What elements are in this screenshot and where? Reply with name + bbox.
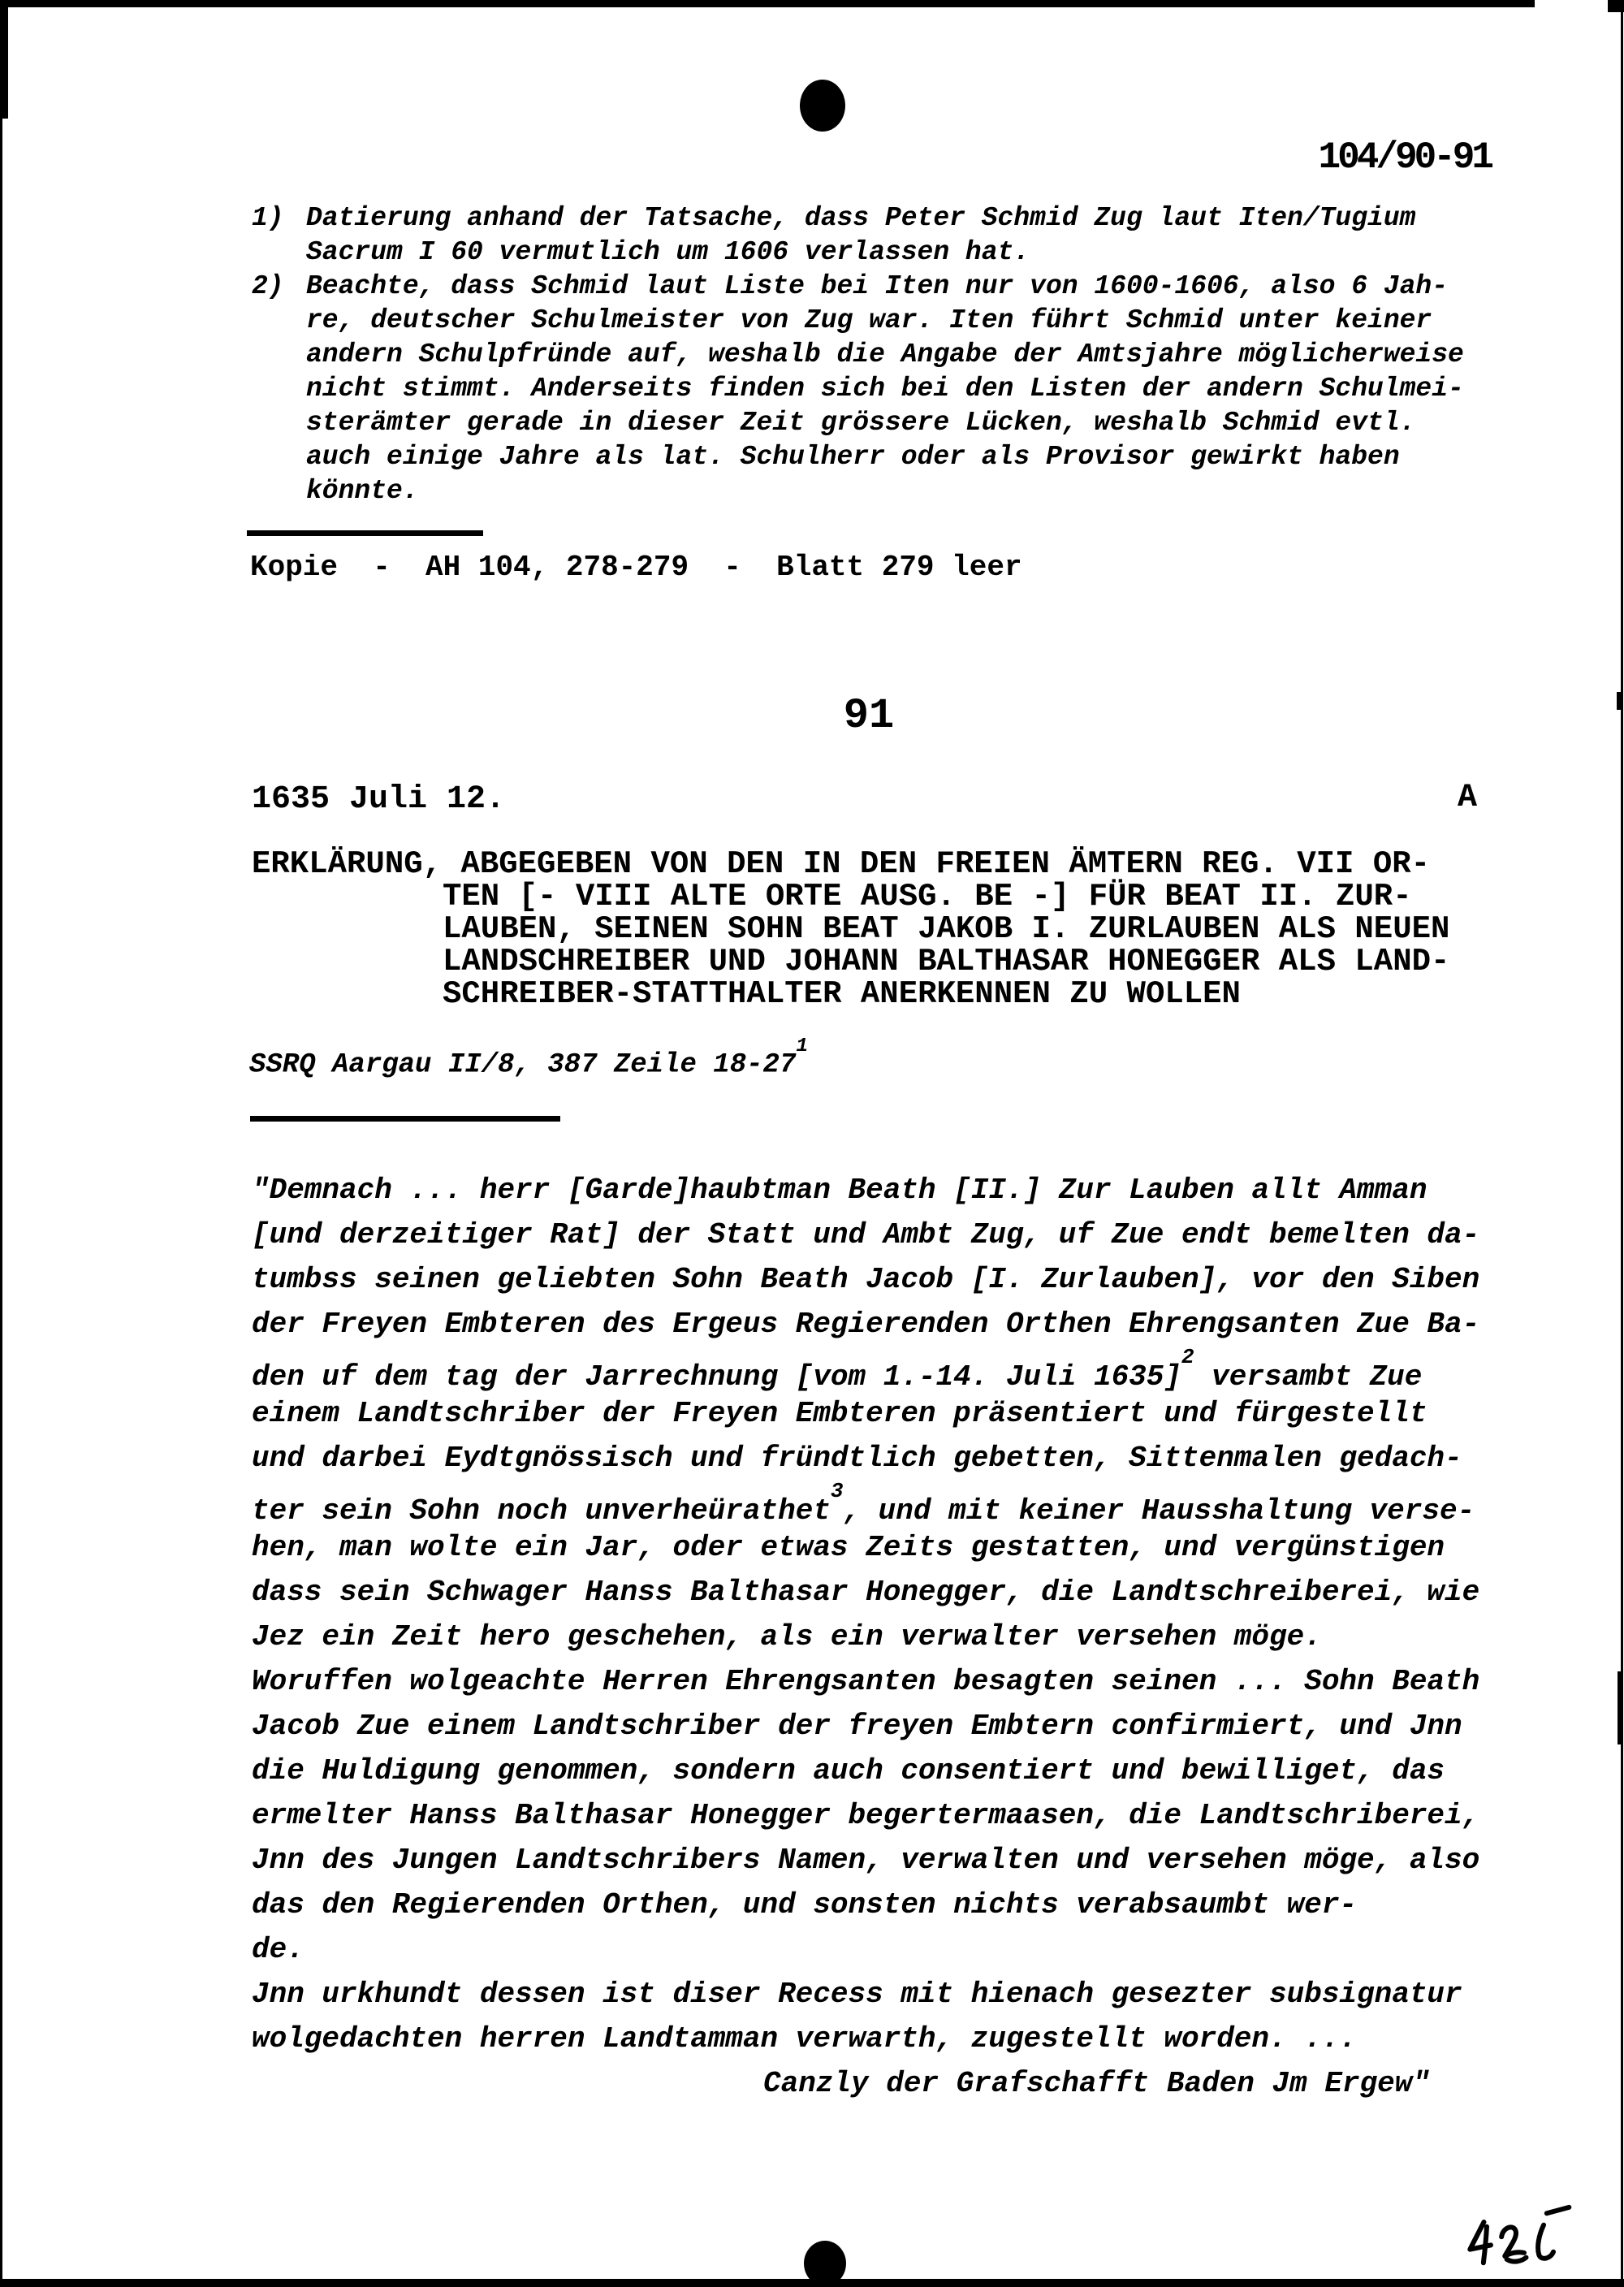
heading-line: ERKLÄRUNG, ABGEGEBEN VON DEN IN DEN FREIEN ÄMTERN REG. VII OR- [252, 846, 1431, 882]
quote-line: ter sein Sohn noch unverheürathet$^3$, und mit keiner Hausshaltung verse- [252, 1478, 1475, 1528]
heading-line: TEN [- VIII ALTE ORTE AUSG. BE -] FÜR BEAT II. ZUR- [443, 879, 1412, 914]
quote-line: wolgedachten herren Landtamman verwarth, zugestellt worden. ... [252, 2022, 1358, 2056]
source-reference [249, 1035, 808, 1081]
quote-line: den uf dem tag der Jarrechnung [vom 1.-14. Juli 1635]$^2$ versambt Zue [252, 1344, 1423, 1394]
footnote-2-line: sterämter gerade in dieser Zeit grössere Lücken, weshalb Schmid evtl. [306, 408, 1416, 438]
quote-line: Jnn urkhundt dessen ist diser Recess mit hienach gesezter subsignatur [252, 1978, 1462, 2011]
footnote-2-line: könnte. [306, 476, 419, 506]
quote-line: "Demnach ... herr [Garde]haubtman Beath [II.] Zur Lauben allt Amman [252, 1174, 1427, 1207]
footnote-2-line: re, deutscher Schulmeister von Zug war. Iten führt Schmid unter keiner [306, 305, 1432, 335]
footnote-1-line: 1) Datierung anhand der Tatsache, dass Peter Schmid Zug laut Iten/Tugium [252, 201, 1464, 236]
divider-rule-top [247, 530, 483, 536]
quote-line: Woruffen wolgeachte Herren Ehrengsanten besagten seinen ... Sohn Beath [252, 1665, 1480, 1698]
scan-edge-left-thick [0, 0, 8, 119]
quote-line: de. [252, 1933, 304, 1966]
scan-edge-left-thin [0, 119, 2, 2287]
quote-line: einem Landtschriber der Freyen Embteren präsentiert und fürgestellt [252, 1397, 1427, 1430]
punch-hole-mark-top [800, 80, 845, 132]
footnote-2-line: auch einige Jahre als lat. Schulherr oder als Provisor gewirkt haben [306, 442, 1400, 472]
footnote-2-line: nicht stimmt. Anderseits finden sich bei den Listen der andern Schulmei- [306, 374, 1464, 404]
quote-line: dass sein Schwager Hanss Balthasar Honegger, die Landtschreiberei, wie [252, 1576, 1480, 1609]
divider-rule-quote [250, 1116, 560, 1122]
handwritten-page-number [1458, 2203, 1586, 2286]
scan-edge-right [1621, 0, 1623, 2287]
quote-line: der Freyen Embteren des Ergeus Regierenden Orthen Ehrengsanten Zue Ba- [252, 1308, 1480, 1341]
heading-line: SCHREIBER-STATTHALTER ANERKENNEN ZU WOLLEN [443, 976, 1241, 1012]
punch-hole-mark-bottom [804, 2241, 846, 2286]
footnote-ref-1: 1 [796, 1035, 808, 1057]
footnote-2-line: 2) Beachte, dass Schmid laut Liste bei Iten nur von 1600-1606, also 6 Jah- [252, 270, 1464, 304]
footnote-ref-3: 3 [830, 1478, 844, 1503]
heading-line: LAUBEN, SEINEN SOHN BEAT JAKOB I. ZURLAUBEN ALS NEUEN [443, 911, 1450, 947]
quote-line: Canzly der Grafschafft Baden Jm Ergew" [763, 2067, 1430, 2100]
section-number: 91 [843, 692, 895, 740]
document-heading [252, 848, 1449, 1010]
footnote-1-line: Sacrum I 60 vermutlich um 1606 verlassen hat. [306, 237, 1030, 267]
quote-line: Jacob Zue einem Landtschriber der freyen Embtern confirmiert, und Jnn [252, 1710, 1462, 1743]
quote-line: tumbss seinen geliebten Sohn Beath Jacob [I. Zurlauben], vor den Siben [252, 1263, 1480, 1296]
footnote-2-line: andern Schulpfründe auf, weshalb die Angabe der Amtsjahre möglicherweise [306, 339, 1464, 370]
scan-edge-right-mark [1617, 692, 1622, 710]
footnotes-block [252, 201, 1464, 508]
quote-line: ermelter Hanss Balthasar Honegger begertermaasen, die Landtschriberei, [252, 1799, 1480, 1832]
page-reference-number: 104/90-91 [1318, 136, 1491, 179]
footnote-marker: 1) [252, 203, 284, 233]
source-reference-text: SSRQ Aargau II/8, 387 Zeile 18-27 [249, 1049, 797, 1081]
heading-line: LANDSCHREIBER UND JOHANN BALTHASAR HONEGGER ALS LAND- [443, 944, 1450, 979]
scan-edge-top [0, 0, 1535, 7]
date-line: 1635 Juli 12. [252, 781, 506, 818]
handwritten-425-strokes [1458, 2203, 1586, 2286]
quote-line: Jez ein Zeit hero geschehen, als ein verwalter versehen möge. [252, 1620, 1322, 1654]
quote-line: Jnn des Jungen Landtschribers Namen, verwalten und versehen möge, also [252, 1844, 1480, 1877]
quote-line: die Huldigung genommen, sondern auch consentiert und bewilliget, das [252, 1754, 1445, 1788]
footnote-marker: 2) [252, 271, 284, 301]
scan-edge-right-mark [1618, 1671, 1622, 1744]
copy-reference-line: Kopie - AH 104, 278-279 - Blatt 279 leer [250, 551, 1022, 584]
quote-line: hen, man wolte ein Jar, oder etwas Zeits gestatten, und vergünstigen [252, 1531, 1445, 1564]
copy-letter: A [1458, 780, 1478, 816]
quote-line: das den Regierenden Orthen, und sonsten nichts verabsaumbt wer- [252, 1888, 1358, 1922]
quoted-transcription [252, 1168, 1479, 2106]
quote-line: und darbei Eydtgnössisch und fründtlich gebetten, Sittenmalen gedach- [252, 1442, 1462, 1475]
quote-line: [und derzeitiger Rat] der Statt und Ambt Zug, uf Zue endt bemelten da- [252, 1218, 1480, 1252]
footnote-ref-2: 2 [1181, 1344, 1194, 1369]
